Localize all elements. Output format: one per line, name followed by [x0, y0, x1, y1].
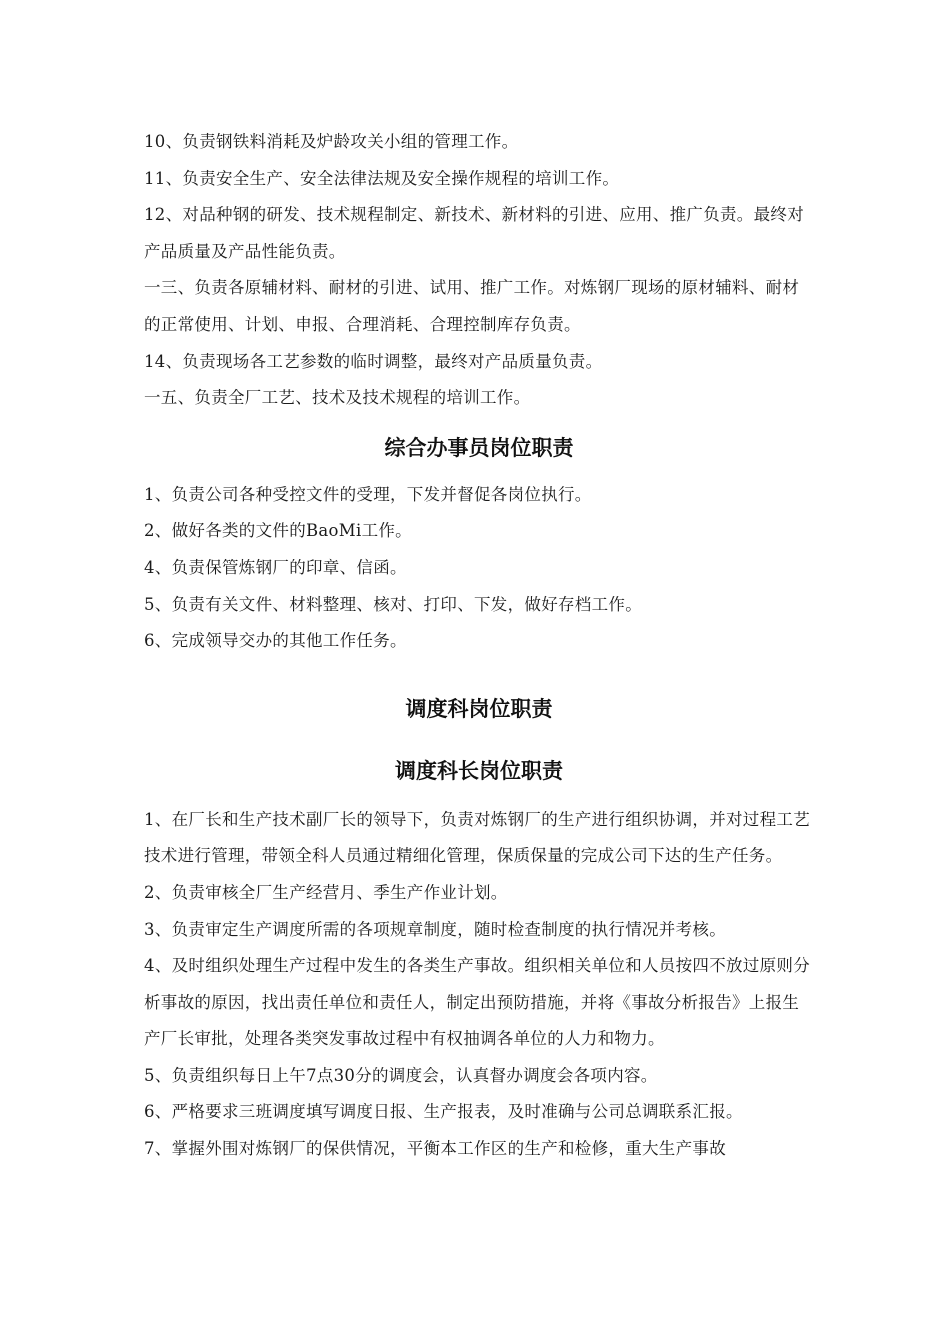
list-item: 一五、负责全厂工艺、技术及技术规程的培训工作。 [144, 388, 531, 408]
list-item: 12、对品种钢的研发、技术规程制定、新技术、新材料的引进、应用、推广负责。最终对产品质量及产品性能负责。 [144, 205, 804, 261]
list-item: 14、负责现场各工艺参数的临时调整，最终对产品质量负责。 [144, 351, 603, 371]
list-item: 5、负责组织每日上午7点30分的调度会，认真督办调度会各项内容。 [144, 1065, 658, 1085]
list-item: 7、掌握外围对炼钢厂的保供情况，平衡本工作区的生产和检修，重大生产事故 [144, 1139, 726, 1159]
list-item: 2、负责审核全厂生产经营月、季生产作业计划。 [144, 882, 508, 902]
list-item: 6、严格要求三班调度填写调度日报、生产报表，及时准确与公司总调联系汇报。 [144, 1102, 743, 1122]
list-item: 1、负责公司各种受控文件的受理，下发并督促各岗位执行。 [144, 484, 592, 504]
section-heading-clerk: 综合办事员岗位职责 [384, 435, 574, 460]
list-item: 4、负责保管炼钢厂的印章、信函。 [144, 557, 407, 577]
list-item: 1、在厂长和生产技术副厂长的领导下，负责对炼钢厂的生产进行组织协调，并对过程工艺技术进行管理，带领全科人员通过精细化管理，保质保量的完成公司下达的生产任务。 [144, 809, 810, 866]
list-item: 6、完成领导交办的其他工作任务。 [144, 631, 407, 651]
list-item: 5、负责有关文件、材料整理、核对、打印、下发，做好存档工作。 [144, 594, 642, 614]
list-item: 2、做好各类的文件的BaoMi工作。 [144, 521, 412, 541]
section-heading-dispatch: 调度科岗位职责 [405, 696, 553, 721]
list-item: 10、负责钢铁料消耗及炉龄攻关小组的管理工作。 [144, 132, 519, 151]
section-subheading-dispatch-chief: 调度科长岗位职责 [395, 758, 563, 783]
list-item: 3、负责审定生产调度所需的各项规章制度，随时检查制度的执行情况并考核。 [144, 919, 726, 939]
list-item: 4、及时组织处理生产过程中发生的各类生产事故。组织相关单位和人员按四不放过原则分析事故的原因，找出责任单位和责任人，制定出预防措施，并将《事故分析报告》上报生产厂长审批，处理各类突发事故过程中有权抽调各单位的人力和物力。 [144, 956, 810, 1049]
list-item: 一三、负责各原辅材料、耐材的引进、试用、推广工作。对炼钢厂现场的原材辅料、耐材的正常使用、计划、申报、合理消耗、合理控制库存负责。 [144, 278, 800, 334]
document-body [144, 124, 814, 1168]
list-item: 11、负责安全生产、安全法律法规及安全操作规程的培训工作。 [144, 168, 620, 188]
